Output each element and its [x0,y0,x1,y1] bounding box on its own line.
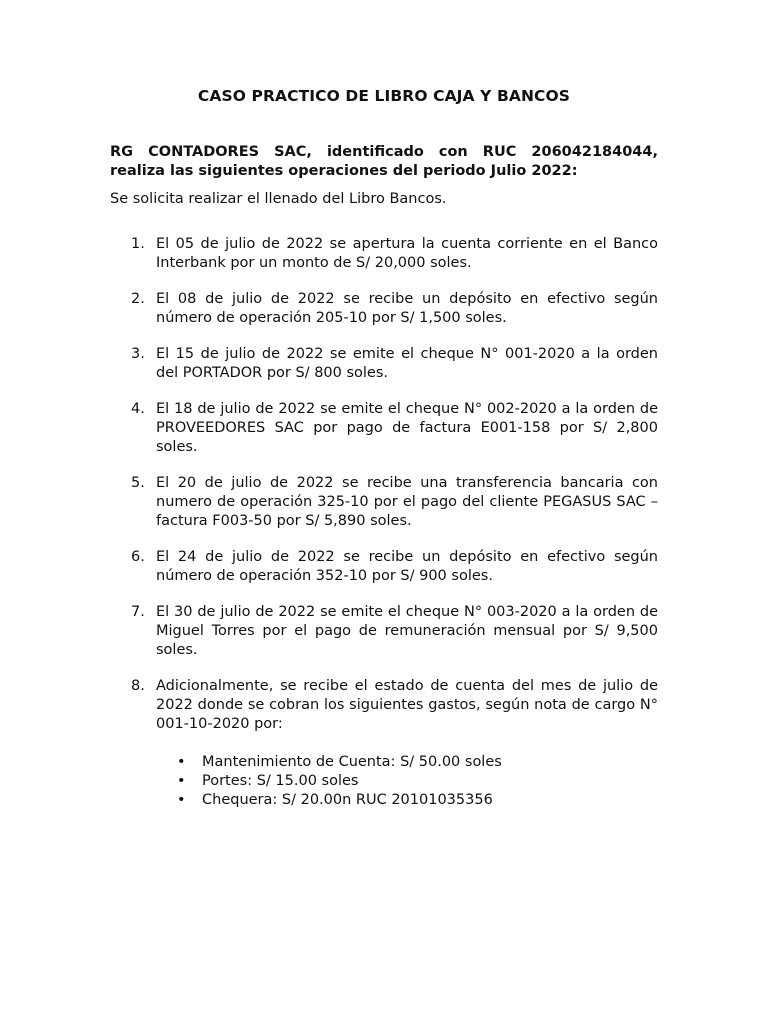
expense-item-portes [156,772,658,791]
operation-number: 1. [131,236,145,252]
document-title: CASO PRACTICO DE LIBRO CAJA Y BANCOS [197,87,571,105]
expense-text: Portes: S/ 15.00 soles [202,773,359,789]
operation-item-4 [110,400,658,457]
operation-text: El 15 de julio de 2022 se emite el cheque N° 001-2020 a la orden del PORTADOR por S/ 800 soles. [156,346,658,381]
operation-item-7 [110,603,658,660]
operation-item-2 [110,290,658,328]
bullet-icon: • [177,754,186,770]
expense-item-maintenance [156,753,658,772]
operation-number: 6. [131,549,145,565]
operation-item-3 [110,345,658,383]
bullet-icon: • [177,792,186,808]
operations-list [110,235,658,827]
operation-text: El 24 de julio de 2022 se recibe un depósito en efectivo según número de operación 352-10 por S/ 900 soles. [156,549,658,584]
operation-number: 2. [131,291,145,307]
operation-text: El 18 de julio de 2022 se emite el cheque N° 002-2020 a la orden de PROVEEDORES SAC por pago de factura E001-158 por S/ 2,800 soles. [156,401,658,455]
expense-list [156,753,658,810]
operation-item-1 [110,235,658,273]
operation-number: 8. [131,678,145,694]
intro-paragraph: RG CONTADORES SAC, identificado con RUC 206042184044, realiza las siguientes operaciones del periodo Julio 2022: [110,144,658,179]
expense-text: Chequera: S/ 20.00n RUC 20101035356 [202,792,493,808]
operation-item-8 [110,677,658,810]
operation-text: El 08 de julio de 2022 se recibe un depósito en efectivo según número de operación 205-10 por S/ 1,500 soles. [156,291,658,326]
expense-text: Mantenimiento de Cuenta: S/ 50.00 soles [202,754,502,770]
operation-item-5 [110,474,658,531]
operation-text: El 20 de julio de 2022 se recibe una transferencia bancaria con numero de operación 325-10 por el pago del cliente PEGASUS SAC – factura F003-50 por S/ 5,890 soles. [156,475,658,529]
operation-text: El 30 de julio de 2022 se emite el cheque N° 003-2020 a la orden de Miguel Torres por el pago de remuneración mensual por S/ 9,500 soles. [156,604,658,658]
operation-text: Adicionalmente, se recibe el estado de cuenta del mes de julio de 2022 donde se cobran los siguientes gastos, según nota de cargo N° 001-10-2020 por: [156,678,658,732]
operation-item-6 [110,548,658,586]
expense-item-chequera [156,791,658,810]
operation-number: 4. [131,401,145,417]
bullet-icon: • [177,773,186,789]
operation-number: 5. [131,475,145,491]
request-paragraph: Se solicita realizar el llenado del Libro Bancos. [110,191,447,207]
operation-number: 3. [131,346,145,362]
operation-number: 7. [131,604,145,620]
operation-text: El 05 de julio de 2022 se apertura la cuenta corriente en el Banco Interbank por un monto de S/ 20,000 soles. [156,236,658,271]
